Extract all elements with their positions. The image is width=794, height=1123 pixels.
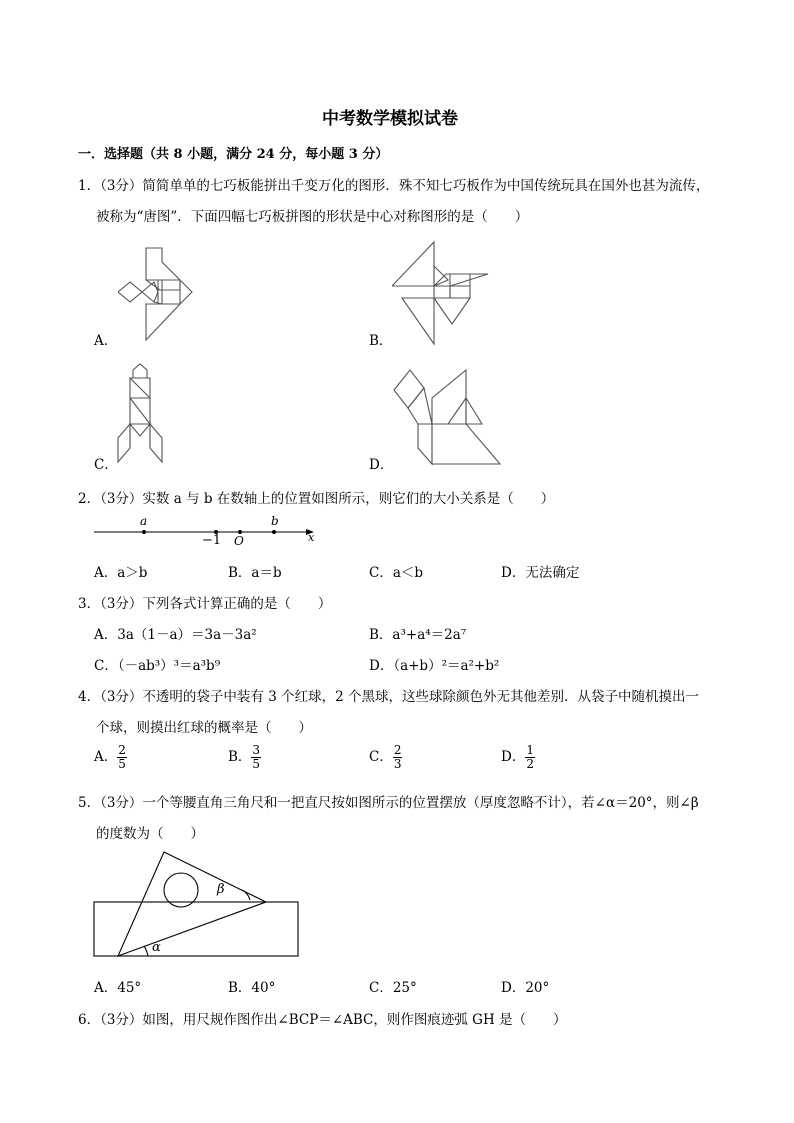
- number-line-label-origin: O: [234, 534, 244, 548]
- q1-option-c-label: C．: [94, 457, 118, 473]
- q6-stem: 6．（3分）如图，用尺规作图作出∠BCP＝∠ABC，则作图痕迹弧 GH 是（ ）: [78, 1012, 567, 1028]
- q1-stem-line1: 1．（3分）简简单单的七巧板能拼出千变万化的图形．殊不知七巧板作为中国传统玩具在国外也甚为流传，: [78, 178, 710, 194]
- tangram-figure-c: [116, 362, 166, 466]
- q5-stem-line2: 的度数为（ ）: [96, 826, 204, 842]
- q2-option-c: C．a＜b: [369, 565, 424, 581]
- q2-stem: 2．（3分）实数 a 与 b 在数轴上的位置如图所示，则它们的大小关系是（ ）: [78, 491, 555, 507]
- q4-option-b: B． $\frac{3}{5}$: [228, 743, 261, 771]
- tangram-figure-b: [392, 240, 492, 346]
- q2-option-a: A．a＞b: [94, 565, 148, 581]
- q2-option-b: B．a＝b: [228, 565, 282, 581]
- q1-option-a-label: A．: [94, 333, 118, 349]
- q4-option-c: C． $\frac{2}{3}$: [369, 743, 402, 771]
- q3-stem: 3．（3分）下列各式计算正确的是（ ）: [78, 596, 332, 612]
- q5-option-c: C．25°: [369, 980, 417, 996]
- q3-option-c: C．（－ab³）³＝a³b⁹: [94, 658, 221, 674]
- q3-option-b: B．a³+a⁴＝2a⁷: [369, 627, 467, 643]
- number-line-label-x: x: [308, 531, 315, 544]
- number-line-label-neg1: −1: [202, 533, 222, 548]
- q5-option-b: B．40°: [228, 980, 276, 996]
- q1-stem-line2: 被称为“唐图”．下面四幅七巧板拼图的形状是中心对称图形的是（ ）: [96, 209, 529, 225]
- number-line-label-b: b: [271, 514, 279, 528]
- q4-stem-line2: 个球，则摸出红球的概率是（ ）: [96, 720, 312, 736]
- q3-option-a: A．3a（1－a）＝3a－3a²: [94, 627, 257, 643]
- tangram-figure-d: [390, 368, 502, 466]
- q3-option-d: D．（a+b）²＝a²+b²: [369, 658, 500, 674]
- triangle-ruler-figure: [92, 850, 304, 960]
- q4-stem-line1: 4．（3分）不透明的袋子中装有 3 个红球，2 个黑球，这些球除颜色外无其他差别．从袋子中随机摸出一: [78, 689, 699, 705]
- angle-alpha-label: α: [152, 940, 161, 955]
- q4-option-a: A． $\frac{2}{5}$: [94, 743, 126, 771]
- section-heading: 一．选择题（共 8 小题，满分 24 分，每小题 3 分）: [78, 147, 389, 162]
- q4-option-d: D． $\frac{1}{2}$: [501, 743, 534, 771]
- q5-option-a: A．45°: [94, 980, 142, 996]
- page-title: 中考数学模拟试卷: [322, 109, 458, 129]
- q5-stem-line1: 5．（3分）一个等腰直角三角尺和一把直尺按如图所示的位置摆放（厚度忽略不计），若∠α＝20°，则∠β: [78, 795, 699, 811]
- angle-beta-label: β: [217, 882, 225, 897]
- q1-option-d-label: D．: [369, 457, 394, 473]
- q1-option-b-label: B．: [369, 333, 393, 349]
- tangram-figure-a: [118, 246, 194, 342]
- q5-option-d: D．20°: [501, 980, 550, 996]
- number-line-label-a: a: [140, 514, 148, 528]
- q2-option-d: D．无法确定: [501, 565, 580, 581]
